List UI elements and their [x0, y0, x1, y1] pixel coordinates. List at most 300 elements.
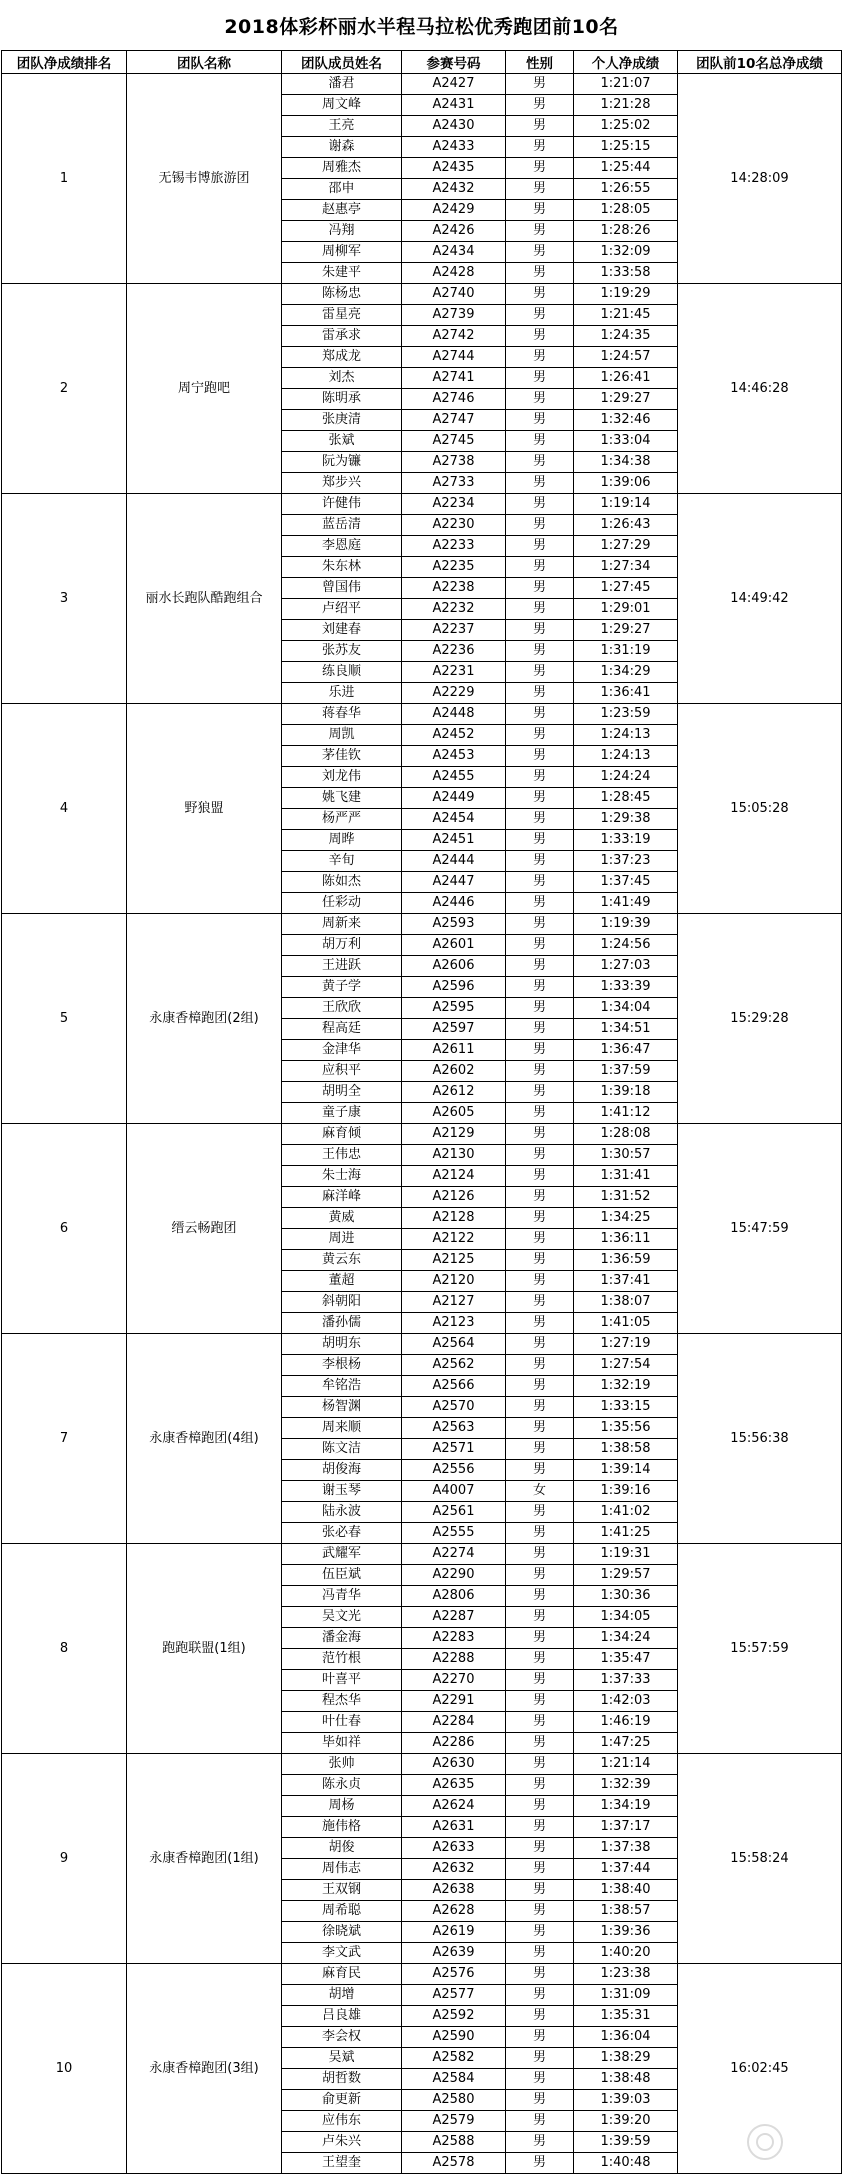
- bib-number: A2619: [402, 1922, 506, 1943]
- member-gender: 男: [506, 1901, 574, 1922]
- member-name: 伍臣斌: [282, 1565, 402, 1586]
- personal-time: 1:33:15: [574, 1397, 678, 1418]
- personal-time: 1:41:12: [574, 1103, 678, 1124]
- table-row: [2, 74, 842, 95]
- bib-number: A2233: [402, 536, 506, 557]
- team-rank: 3: [2, 494, 127, 704]
- personal-time: 1:25:44: [574, 158, 678, 179]
- member-gender: 男: [506, 389, 574, 410]
- member-gender: 男: [506, 2153, 574, 2174]
- bib-number: A2561: [402, 1502, 506, 1523]
- personal-time: 1:25:15: [574, 137, 678, 158]
- personal-time: 1:28:05: [574, 200, 678, 221]
- bib-number: A2432: [402, 179, 506, 200]
- team-name: 无锡韦博旅游团: [127, 74, 282, 284]
- personal-time: 1:27:45: [574, 578, 678, 599]
- member-gender: 男: [506, 1355, 574, 1376]
- bib-number: A2454: [402, 809, 506, 830]
- personal-time: 1:27:54: [574, 1355, 678, 1376]
- personal-time: 1:21:07: [574, 74, 678, 95]
- member-gender: 男: [506, 1376, 574, 1397]
- member-gender: 男: [506, 1859, 574, 1880]
- watermark-logo: [745, 2122, 785, 2162]
- member-name: 胡万利: [282, 935, 402, 956]
- bib-number: A2426: [402, 221, 506, 242]
- team-name: 丽水长跑队酷跑组合: [127, 494, 282, 704]
- bib-number: A2597: [402, 1019, 506, 1040]
- member-name: 应积平: [282, 1061, 402, 1082]
- team-name: 永康香樟跑团(3组): [127, 1964, 282, 2174]
- team-total-time: 15:05:28: [678, 704, 842, 914]
- member-gender: 男: [506, 1712, 574, 1733]
- bib-number: A2129: [402, 1124, 506, 1145]
- member-name: 胡明全: [282, 1082, 402, 1103]
- table-row: [2, 914, 842, 935]
- personal-time: 1:19:29: [574, 284, 678, 305]
- member-gender: 男: [506, 1565, 574, 1586]
- personal-time: 1:28:08: [574, 1124, 678, 1145]
- bib-number: A2274: [402, 1544, 506, 1565]
- personal-time: 1:34:19: [574, 1796, 678, 1817]
- member-gender: 男: [506, 641, 574, 662]
- personal-time: 1:39:59: [574, 2132, 678, 2153]
- member-gender: 男: [506, 1985, 574, 2006]
- member-name: 王欣欣: [282, 998, 402, 1019]
- personal-time: 1:39:20: [574, 2111, 678, 2132]
- personal-time: 1:38:48: [574, 2069, 678, 2090]
- member-name: 徐晓斌: [282, 1922, 402, 1943]
- member-gender: 男: [506, 809, 574, 830]
- bib-number: A2446: [402, 893, 506, 914]
- personal-time: 1:41:05: [574, 1313, 678, 1334]
- personal-time: 1:38:07: [574, 1292, 678, 1313]
- team-total-time: 14:46:28: [678, 284, 842, 494]
- personal-time: 1:37:23: [574, 851, 678, 872]
- personal-time: 1:33:58: [574, 263, 678, 284]
- personal-time: 1:24:13: [574, 725, 678, 746]
- member-name: 王伟忠: [282, 1145, 402, 1166]
- bib-number: A2747: [402, 410, 506, 431]
- member-gender: 男: [506, 1523, 574, 1544]
- member-name: 施伟格: [282, 1817, 402, 1838]
- personal-time: 1:47:25: [574, 1733, 678, 1754]
- member-name: 朱东林: [282, 557, 402, 578]
- member-gender: 男: [506, 1838, 574, 1859]
- personal-time: 1:36:59: [574, 1250, 678, 1271]
- member-gender: 男: [506, 1460, 574, 1481]
- member-gender: 男: [506, 1082, 574, 1103]
- personal-time: 1:37:44: [574, 1859, 678, 1880]
- table-row: [2, 704, 842, 725]
- bib-number: A2555: [402, 1523, 506, 1544]
- personal-time: 1:33:04: [574, 431, 678, 452]
- bib-number: A2229: [402, 683, 506, 704]
- personal-time: 1:21:14: [574, 1754, 678, 1775]
- bib-number: A2595: [402, 998, 506, 1019]
- bib-number: A2448: [402, 704, 506, 725]
- member-name: 陈杨忠: [282, 284, 402, 305]
- personal-time: 1:38:40: [574, 1880, 678, 1901]
- personal-time: 1:39:16: [574, 1481, 678, 1502]
- personal-time: 1:31:41: [574, 1166, 678, 1187]
- personal-time: 1:34:05: [574, 1607, 678, 1628]
- member-name: 张必春: [282, 1523, 402, 1544]
- personal-time: 1:28:26: [574, 221, 678, 242]
- member-name: 李文武: [282, 1943, 402, 1964]
- bib-number: A2428: [402, 263, 506, 284]
- team-total-time: 15:29:28: [678, 914, 842, 1124]
- bib-number: A2291: [402, 1691, 506, 1712]
- personal-time: 1:39:14: [574, 1460, 678, 1481]
- member-name: 周晔: [282, 830, 402, 851]
- member-name: 周来顺: [282, 1418, 402, 1439]
- bib-number: A2126: [402, 1187, 506, 1208]
- personal-time: 1:35:47: [574, 1649, 678, 1670]
- member-name: 任彩动: [282, 893, 402, 914]
- member-gender: 男: [506, 1943, 574, 1964]
- member-name: 程杰华: [282, 1691, 402, 1712]
- member-gender: 男: [506, 1733, 574, 1754]
- personal-time: 1:34:24: [574, 1628, 678, 1649]
- member-gender: 男: [506, 1796, 574, 1817]
- member-gender: 男: [506, 599, 574, 620]
- member-gender: 男: [506, 263, 574, 284]
- personal-time: 1:41:02: [574, 1502, 678, 1523]
- bib-number: A2270: [402, 1670, 506, 1691]
- member-gender: 男: [506, 1544, 574, 1565]
- bib-number: A2451: [402, 830, 506, 851]
- header-bib-number: 参赛号码: [402, 51, 506, 74]
- personal-time: 1:32:09: [574, 242, 678, 263]
- member-name: 胡俊海: [282, 1460, 402, 1481]
- member-name: 许健伟: [282, 494, 402, 515]
- member-gender: 男: [506, 431, 574, 452]
- member-gender: 男: [506, 2048, 574, 2069]
- bib-number: A2570: [402, 1397, 506, 1418]
- personal-time: 1:30:36: [574, 1586, 678, 1607]
- member-gender: 男: [506, 1649, 574, 1670]
- team-name: 缙云畅跑团: [127, 1124, 282, 1334]
- personal-time: 1:29:57: [574, 1565, 678, 1586]
- personal-time: 1:24:56: [574, 935, 678, 956]
- member-gender: 男: [506, 1187, 574, 1208]
- bib-number: A2288: [402, 1649, 506, 1670]
- bib-number: A2431: [402, 95, 506, 116]
- member-gender: 男: [506, 1817, 574, 1838]
- member-gender: 男: [506, 410, 574, 431]
- member-name: 麻育倾: [282, 1124, 402, 1145]
- bib-number: A2605: [402, 1103, 506, 1124]
- member-name: 刘杰: [282, 368, 402, 389]
- personal-time: 1:40:20: [574, 1943, 678, 1964]
- team-rank: 6: [2, 1124, 127, 1334]
- team-rank: 5: [2, 914, 127, 1124]
- member-gender: 男: [506, 2069, 574, 2090]
- member-name: 黄子学: [282, 977, 402, 998]
- member-gender: 男: [506, 1628, 574, 1649]
- personal-time: 1:29:01: [574, 599, 678, 620]
- member-name: 叶仕春: [282, 1712, 402, 1733]
- member-gender: 男: [506, 116, 574, 137]
- member-name: 陈永贞: [282, 1775, 402, 1796]
- team-rank: 1: [2, 74, 127, 284]
- member-name: 曾国伟: [282, 578, 402, 599]
- header-gender: 性别: [506, 51, 574, 74]
- bib-number: A2449: [402, 788, 506, 809]
- member-name: 麻洋峰: [282, 1187, 402, 1208]
- bib-number: A2596: [402, 977, 506, 998]
- member-gender: 男: [506, 1754, 574, 1775]
- team-total-time: 15:56:38: [678, 1334, 842, 1544]
- member-name: 张斌: [282, 431, 402, 452]
- member-name: 吴斌: [282, 2048, 402, 2069]
- personal-time: 1:32:39: [574, 1775, 678, 1796]
- personal-time: 1:19:31: [574, 1544, 678, 1565]
- member-name: 周文峰: [282, 95, 402, 116]
- member-gender: 男: [506, 1019, 574, 1040]
- bib-number: A2742: [402, 326, 506, 347]
- personal-time: 1:38:57: [574, 1901, 678, 1922]
- member-gender: 男: [506, 1292, 574, 1313]
- bib-number: A2806: [402, 1586, 506, 1607]
- bib-number: A2632: [402, 1859, 506, 1880]
- member-name: 吕良雄: [282, 2006, 402, 2027]
- member-gender: 男: [506, 536, 574, 557]
- team-name: 跑跑联盟(1组): [127, 1544, 282, 1754]
- header-team-total: 团队前10名总净成绩: [678, 51, 842, 74]
- bib-number: A2566: [402, 1376, 506, 1397]
- member-gender: 男: [506, 851, 574, 872]
- member-gender: 男: [506, 683, 574, 704]
- bib-number: A2124: [402, 1166, 506, 1187]
- member-gender: 男: [506, 2006, 574, 2027]
- member-name: 辛旬: [282, 851, 402, 872]
- member-name: 王进跃: [282, 956, 402, 977]
- team-name: 永康香樟跑团(4组): [127, 1334, 282, 1544]
- member-name: 董超: [282, 1271, 402, 1292]
- bib-number: A2123: [402, 1313, 506, 1334]
- bib-number: A2234: [402, 494, 506, 515]
- bib-number: A2447: [402, 872, 506, 893]
- member-gender: 男: [506, 557, 574, 578]
- personal-time: 1:26:55: [574, 179, 678, 200]
- member-gender: 男: [506, 662, 574, 683]
- member-gender: 男: [506, 347, 574, 368]
- bib-number: A2733: [402, 473, 506, 494]
- personal-time: 1:38:58: [574, 1439, 678, 1460]
- member-gender: 男: [506, 788, 574, 809]
- bib-number: A2611: [402, 1040, 506, 1061]
- team-total-time: 15:47:59: [678, 1124, 842, 1334]
- member-gender: 男: [506, 452, 574, 473]
- table-row: [2, 1754, 842, 1775]
- member-name: 周新来: [282, 914, 402, 935]
- member-name: 毕如祥: [282, 1733, 402, 1754]
- member-name: 周进: [282, 1229, 402, 1250]
- member-name: 张庚清: [282, 410, 402, 431]
- bib-number: A2127: [402, 1292, 506, 1313]
- bib-number: A2453: [402, 746, 506, 767]
- member-name: 赵惠亭: [282, 200, 402, 221]
- bib-number: A2430: [402, 116, 506, 137]
- member-name: 朱士海: [282, 1166, 402, 1187]
- member-gender: 男: [506, 1208, 574, 1229]
- personal-time: 1:21:28: [574, 95, 678, 116]
- member-name: 李根杨: [282, 1355, 402, 1376]
- bib-number: A2434: [402, 242, 506, 263]
- member-gender: 男: [506, 284, 574, 305]
- bib-number: A2602: [402, 1061, 506, 1082]
- header-team-name: 团队名称: [127, 51, 282, 74]
- member-gender: 男: [506, 1103, 574, 1124]
- header-rank: 团队净成绩排名: [2, 51, 127, 74]
- bib-number: A2122: [402, 1229, 506, 1250]
- bib-number: A2624: [402, 1796, 506, 1817]
- bib-number: A2130: [402, 1145, 506, 1166]
- bib-number: A2564: [402, 1334, 506, 1355]
- bib-number: A2739: [402, 305, 506, 326]
- member-gender: 男: [506, 1922, 574, 1943]
- personal-time: 1:39:18: [574, 1082, 678, 1103]
- team-rank: 4: [2, 704, 127, 914]
- member-name: 胡俊: [282, 1838, 402, 1859]
- member-name: 金津华: [282, 1040, 402, 1061]
- member-gender: 男: [506, 977, 574, 998]
- personal-time: 1:37:41: [574, 1271, 678, 1292]
- member-name: 卢绍平: [282, 599, 402, 620]
- bib-number: A2230: [402, 515, 506, 536]
- personal-time: 1:36:11: [574, 1229, 678, 1250]
- member-name: 胡哲数: [282, 2069, 402, 2090]
- personal-time: 1:27:34: [574, 557, 678, 578]
- bib-number: A2284: [402, 1712, 506, 1733]
- team-rank: 2: [2, 284, 127, 494]
- personal-time: 1:33:19: [574, 830, 678, 851]
- member-gender: 男: [506, 1502, 574, 1523]
- personal-time: 1:39:03: [574, 2090, 678, 2111]
- member-name: 周希聪: [282, 1901, 402, 1922]
- bib-number: A2635: [402, 1775, 506, 1796]
- bib-number: A2238: [402, 578, 506, 599]
- member-name: 刘建春: [282, 620, 402, 641]
- member-gender: 男: [506, 956, 574, 977]
- table-row: [2, 1124, 842, 1145]
- member-name: 李会权: [282, 2027, 402, 2048]
- personal-time: 1:24:13: [574, 746, 678, 767]
- member-gender: 男: [506, 1229, 574, 1250]
- bib-number: A2571: [402, 1439, 506, 1460]
- member-gender: 男: [506, 74, 574, 95]
- bib-number: A2444: [402, 851, 506, 872]
- member-name: 张帅: [282, 1754, 402, 1775]
- personal-time: 1:34:29: [574, 662, 678, 683]
- personal-time: 1:41:49: [574, 893, 678, 914]
- bib-number: A2235: [402, 557, 506, 578]
- member-gender: 男: [506, 515, 574, 536]
- bib-number: A2601: [402, 935, 506, 956]
- member-name: 郑步兴: [282, 473, 402, 494]
- member-gender: 男: [506, 746, 574, 767]
- member-gender: 男: [506, 1124, 574, 1145]
- team-name: 野狼盟: [127, 704, 282, 914]
- member-gender: 男: [506, 1607, 574, 1628]
- member-name: 李恩庭: [282, 536, 402, 557]
- member-gender: 男: [506, 137, 574, 158]
- team-total-time: 15:58:24: [678, 1754, 842, 1964]
- bib-number: A2628: [402, 1901, 506, 1922]
- member-gender: 男: [506, 2027, 574, 2048]
- personal-time: 1:31:52: [574, 1187, 678, 1208]
- member-gender: 男: [506, 1397, 574, 1418]
- member-name: 潘君: [282, 74, 402, 95]
- bib-number: A2435: [402, 158, 506, 179]
- member-name: 牟铭浩: [282, 1376, 402, 1397]
- member-name: 斜朝阳: [282, 1292, 402, 1313]
- member-name: 刘龙伟: [282, 767, 402, 788]
- bib-number: A2584: [402, 2069, 506, 2090]
- bib-number: A2452: [402, 725, 506, 746]
- personal-time: 1:19:39: [574, 914, 678, 935]
- bib-number: A2433: [402, 137, 506, 158]
- personal-time: 1:34:25: [574, 1208, 678, 1229]
- member-gender: 男: [506, 200, 574, 221]
- personal-time: 1:24:57: [574, 347, 678, 368]
- member-gender: 男: [506, 1145, 574, 1166]
- bib-number: A2128: [402, 1208, 506, 1229]
- bib-number: A2237: [402, 620, 506, 641]
- personal-time: 1:36:04: [574, 2027, 678, 2048]
- member-name: 邵申: [282, 179, 402, 200]
- personal-time: 1:24:24: [574, 767, 678, 788]
- bib-number: A2582: [402, 2048, 506, 2069]
- bib-number: A2638: [402, 1880, 506, 1901]
- member-name: 周雅杰: [282, 158, 402, 179]
- personal-time: 1:39:36: [574, 1922, 678, 1943]
- team-rank: 10: [2, 1964, 127, 2174]
- results-table: [1, 50, 842, 2174]
- member-name: 谢森: [282, 137, 402, 158]
- member-gender: 男: [506, 95, 574, 116]
- table-row: [2, 1964, 842, 1985]
- member-gender: 男: [506, 914, 574, 935]
- bib-number: A2744: [402, 347, 506, 368]
- table-row: [2, 1544, 842, 1565]
- member-name: 黄云东: [282, 1250, 402, 1271]
- bib-number: A2745: [402, 431, 506, 452]
- member-name: 蒋春华: [282, 704, 402, 725]
- member-name: 阮为镰: [282, 452, 402, 473]
- member-gender: 男: [506, 620, 574, 641]
- member-name: 麻育民: [282, 1964, 402, 1985]
- member-gender: 男: [506, 704, 574, 725]
- bib-number: A2630: [402, 1754, 506, 1775]
- bib-number: A2593: [402, 914, 506, 935]
- member-name: 潘金海: [282, 1628, 402, 1649]
- bib-number: A2579: [402, 2111, 506, 2132]
- member-name: 潘孙儒: [282, 1313, 402, 1334]
- personal-time: 1:29:27: [574, 620, 678, 641]
- bib-number: A2580: [402, 2090, 506, 2111]
- member-gender: 男: [506, 221, 574, 242]
- member-gender: 男: [506, 305, 574, 326]
- team-rank: 8: [2, 1544, 127, 1754]
- bib-number: A2606: [402, 956, 506, 977]
- member-name: 周伟志: [282, 1859, 402, 1880]
- member-gender: 男: [506, 1775, 574, 1796]
- personal-time: 1:42:03: [574, 1691, 678, 1712]
- personal-time: 1:36:41: [574, 683, 678, 704]
- personal-time: 1:21:45: [574, 305, 678, 326]
